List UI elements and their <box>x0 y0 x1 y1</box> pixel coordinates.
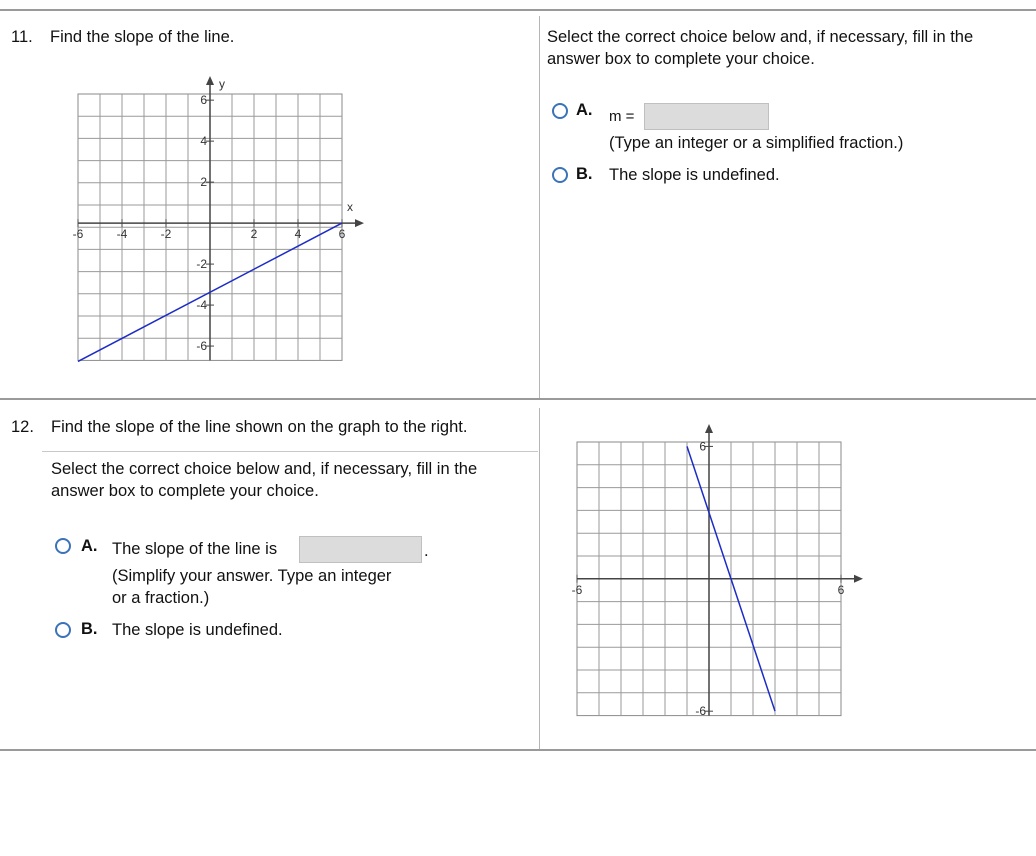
x-axis-label: x <box>347 200 353 215</box>
choice-a-prefix: m = <box>609 108 635 125</box>
y-tick-label: -2 <box>196 257 207 272</box>
answer-box[interactable] <box>299 536 422 563</box>
y-tick-label: -4 <box>196 298 207 313</box>
x-tick-label: 6 <box>837 582 845 597</box>
prompt-divider <box>42 451 538 452</box>
choice-b-radio[interactable] <box>552 167 568 183</box>
question-prompt: Find the slope of the line shown on the graph to the right. <box>51 418 468 436</box>
answer-box[interactable] <box>644 103 769 130</box>
choice-a-hint: (Type an integer or a simplified fraction.) <box>609 134 904 152</box>
choice-a-letter: A. <box>576 101 593 119</box>
q12-graph <box>560 416 870 726</box>
y-tick-label: 2 <box>200 175 207 190</box>
choice-b-text: The slope is undefined. <box>112 621 283 639</box>
column-divider-bottom <box>539 408 540 750</box>
x-axis-arrow <box>854 575 863 583</box>
y-tick-label: 6 <box>699 439 706 454</box>
choice-a-prefix: The slope of the line is <box>112 540 278 558</box>
choice-b-letter: B. <box>576 165 593 183</box>
question-number: 11. <box>11 28 33 46</box>
question-prompt: Find the slope of the line. <box>50 28 235 46</box>
choice-a-suffix: . <box>424 542 429 560</box>
middle-divider <box>0 398 1036 400</box>
x-tick-label: -4 <box>116 227 128 242</box>
choice-a-letter: A. <box>81 537 98 555</box>
instruction-text: Select the correct choice below and, if necessary, fill in the answer box to complete your choice. <box>547 28 974 68</box>
y-axis-arrow <box>705 424 713 433</box>
choice-a-radio[interactable] <box>552 103 568 119</box>
y-tick-label: -6 <box>196 339 207 354</box>
x-axis-arrow <box>355 219 364 227</box>
x-tick-label: 2 <box>250 227 258 242</box>
q11-graph <box>60 66 370 376</box>
y-tick-label: -6 <box>695 704 706 719</box>
instruction-text: Select the correct choice below and, if necessary, fill in the answer box to complete your choice. <box>51 460 478 500</box>
y-axis-arrow <box>206 76 214 85</box>
choice-a-radio[interactable] <box>55 538 71 554</box>
choice-b-radio[interactable] <box>55 622 71 638</box>
choice-b-letter: B. <box>81 620 98 638</box>
x-tick-label: -6 <box>571 582 583 597</box>
bottom-divider <box>0 749 1036 751</box>
choice-a-hint-line1: (Simplify your answer. Type an integer <box>112 567 392 585</box>
x-tick-label: 6 <box>338 227 346 242</box>
x-tick-label: -6 <box>72 227 84 242</box>
choice-b-text: The slope is undefined. <box>609 166 780 184</box>
x-tick-label: 4 <box>294 227 302 242</box>
y-tick-label: 4 <box>200 134 207 149</box>
column-divider-top <box>539 16 540 398</box>
x-tick-label: -2 <box>160 227 172 242</box>
y-tick-label: 6 <box>200 93 207 108</box>
top-divider <box>0 9 1036 11</box>
y-axis-label: y <box>219 77 225 91</box>
choice-a-hint-line2: or a fraction.) <box>112 589 210 607</box>
question-number: 12. <box>11 418 34 436</box>
